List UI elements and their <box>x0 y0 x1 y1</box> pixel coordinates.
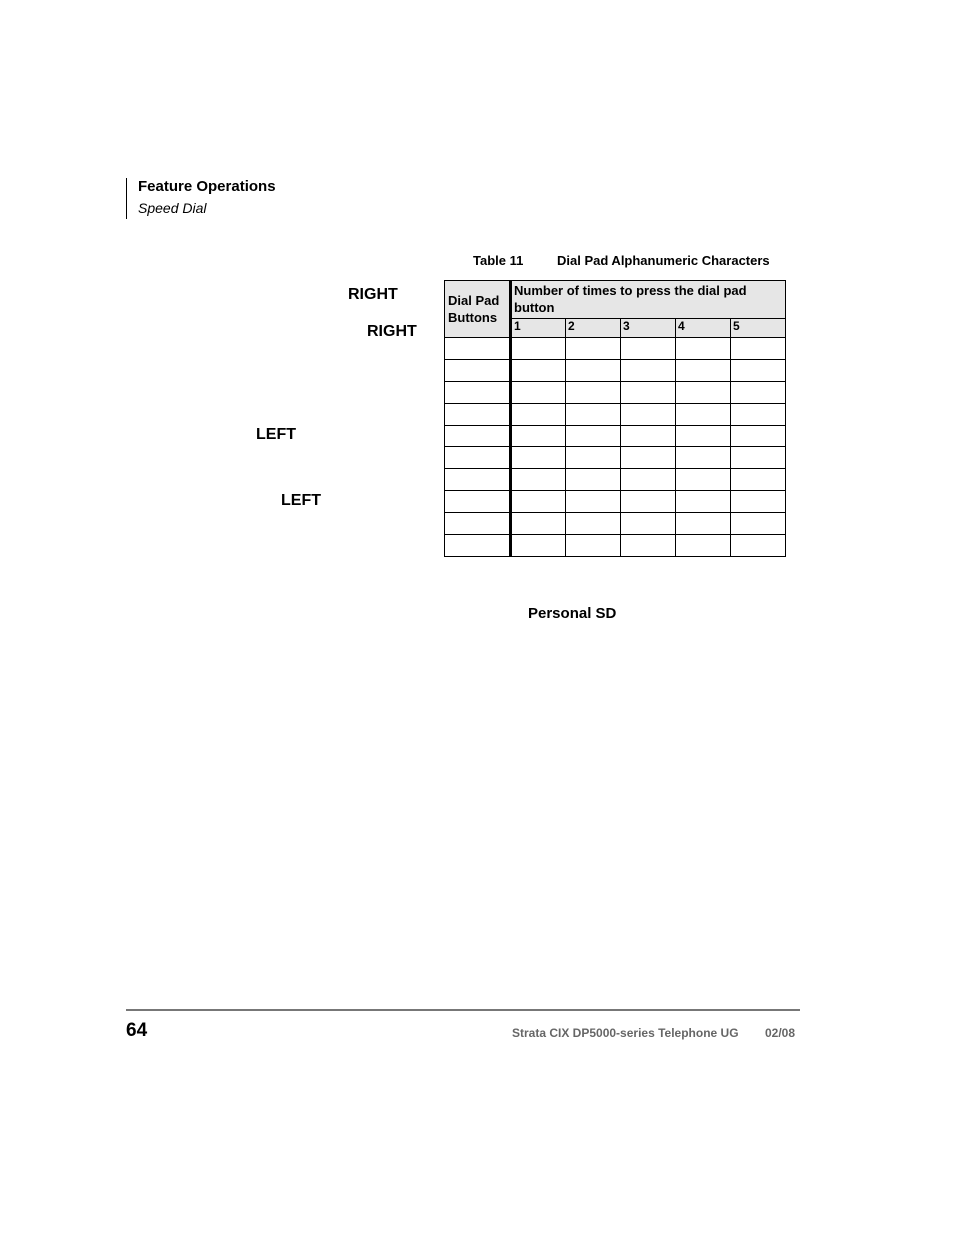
press-column-header: 4 <box>676 319 731 338</box>
table-cell <box>566 403 621 425</box>
table-cell <box>511 469 566 491</box>
table-row <box>445 425 786 447</box>
table-cell <box>731 359 786 381</box>
table-cell <box>511 491 566 513</box>
table-cell <box>621 447 676 469</box>
side-word-left-1: LEFT <box>256 426 296 443</box>
table-cell <box>621 513 676 535</box>
table-cell <box>445 447 511 469</box>
table-row <box>445 491 786 513</box>
table-cell <box>676 469 731 491</box>
personal-sd-label: Personal SD <box>528 605 617 622</box>
table-cell <box>676 513 731 535</box>
table-cell <box>445 491 511 513</box>
press-column-header: 1 <box>511 319 566 338</box>
table-caption-number: Table 11 <box>473 253 524 268</box>
table-cell <box>731 338 786 360</box>
table-cell <box>511 425 566 447</box>
footer-rule <box>126 1009 800 1011</box>
table-cell <box>566 491 621 513</box>
table-caption-title: Dial Pad Alphanumeric Characters <box>557 253 770 268</box>
table-cell <box>731 469 786 491</box>
table-cell <box>511 535 566 557</box>
table-cell <box>511 403 566 425</box>
table-cell <box>621 359 676 381</box>
table-cell <box>566 381 621 403</box>
table-cell <box>731 447 786 469</box>
table-cell <box>445 425 511 447</box>
dial-pad-table <box>444 280 786 557</box>
table-cell <box>621 469 676 491</box>
table-cell <box>731 535 786 557</box>
header-rule <box>126 178 127 219</box>
table-row <box>445 359 786 381</box>
table-cell <box>676 491 731 513</box>
table-cell <box>566 425 621 447</box>
page-number: 64 <box>126 1020 148 1041</box>
press-count-header: Number of times to press the dial pad button <box>511 281 786 319</box>
table-cell <box>621 338 676 360</box>
table-cell <box>676 403 731 425</box>
press-column-header: 3 <box>621 319 676 338</box>
table-cell <box>731 513 786 535</box>
table-cell <box>445 513 511 535</box>
side-word-right-2: RIGHT <box>367 323 417 340</box>
table-cell <box>731 491 786 513</box>
table-cell <box>445 338 511 360</box>
table-cell <box>566 469 621 491</box>
table-row <box>445 381 786 403</box>
side-word-right-1: RIGHT <box>348 286 398 303</box>
table-cell <box>445 535 511 557</box>
table-cell <box>566 447 621 469</box>
table-cell <box>566 338 621 360</box>
table-row <box>445 338 786 360</box>
table-cell <box>445 403 511 425</box>
footer-doc-title: Strata CIX DP5000-series Telephone UG <box>512 1026 739 1040</box>
table-cell <box>731 403 786 425</box>
table-cell <box>731 425 786 447</box>
table-cell <box>511 359 566 381</box>
table-cell <box>731 381 786 403</box>
table-cell <box>511 381 566 403</box>
footer-date: 02/08 <box>765 1026 796 1040</box>
table-cell <box>511 447 566 469</box>
press-column-header: 5 <box>731 319 786 338</box>
table-cell <box>445 381 511 403</box>
table-cell <box>621 491 676 513</box>
table-row <box>445 535 786 557</box>
table-cell <box>676 338 731 360</box>
table-row <box>445 469 786 491</box>
table-cell <box>621 403 676 425</box>
table-cell <box>445 359 511 381</box>
section-title: Feature Operations <box>138 178 276 195</box>
table-cell <box>566 513 621 535</box>
table-cell <box>621 425 676 447</box>
table-cell <box>621 381 676 403</box>
table-cell <box>511 513 566 535</box>
table-cell <box>445 469 511 491</box>
table-cell <box>676 381 731 403</box>
table-cell <box>621 535 676 557</box>
side-word-left-2: LEFT <box>281 492 321 509</box>
table-cell <box>511 338 566 360</box>
table-cell <box>676 425 731 447</box>
table-cell <box>676 447 731 469</box>
table-cell <box>566 535 621 557</box>
table-cell <box>566 359 621 381</box>
table-row <box>445 403 786 425</box>
press-column-header: 2 <box>566 319 621 338</box>
table-row <box>445 513 786 535</box>
table-row <box>445 447 786 469</box>
table-cell <box>676 535 731 557</box>
dial-pad-buttons-header: Dial Pad Buttons <box>445 281 511 338</box>
section-subtitle: Speed Dial <box>138 200 207 216</box>
table-cell <box>676 359 731 381</box>
